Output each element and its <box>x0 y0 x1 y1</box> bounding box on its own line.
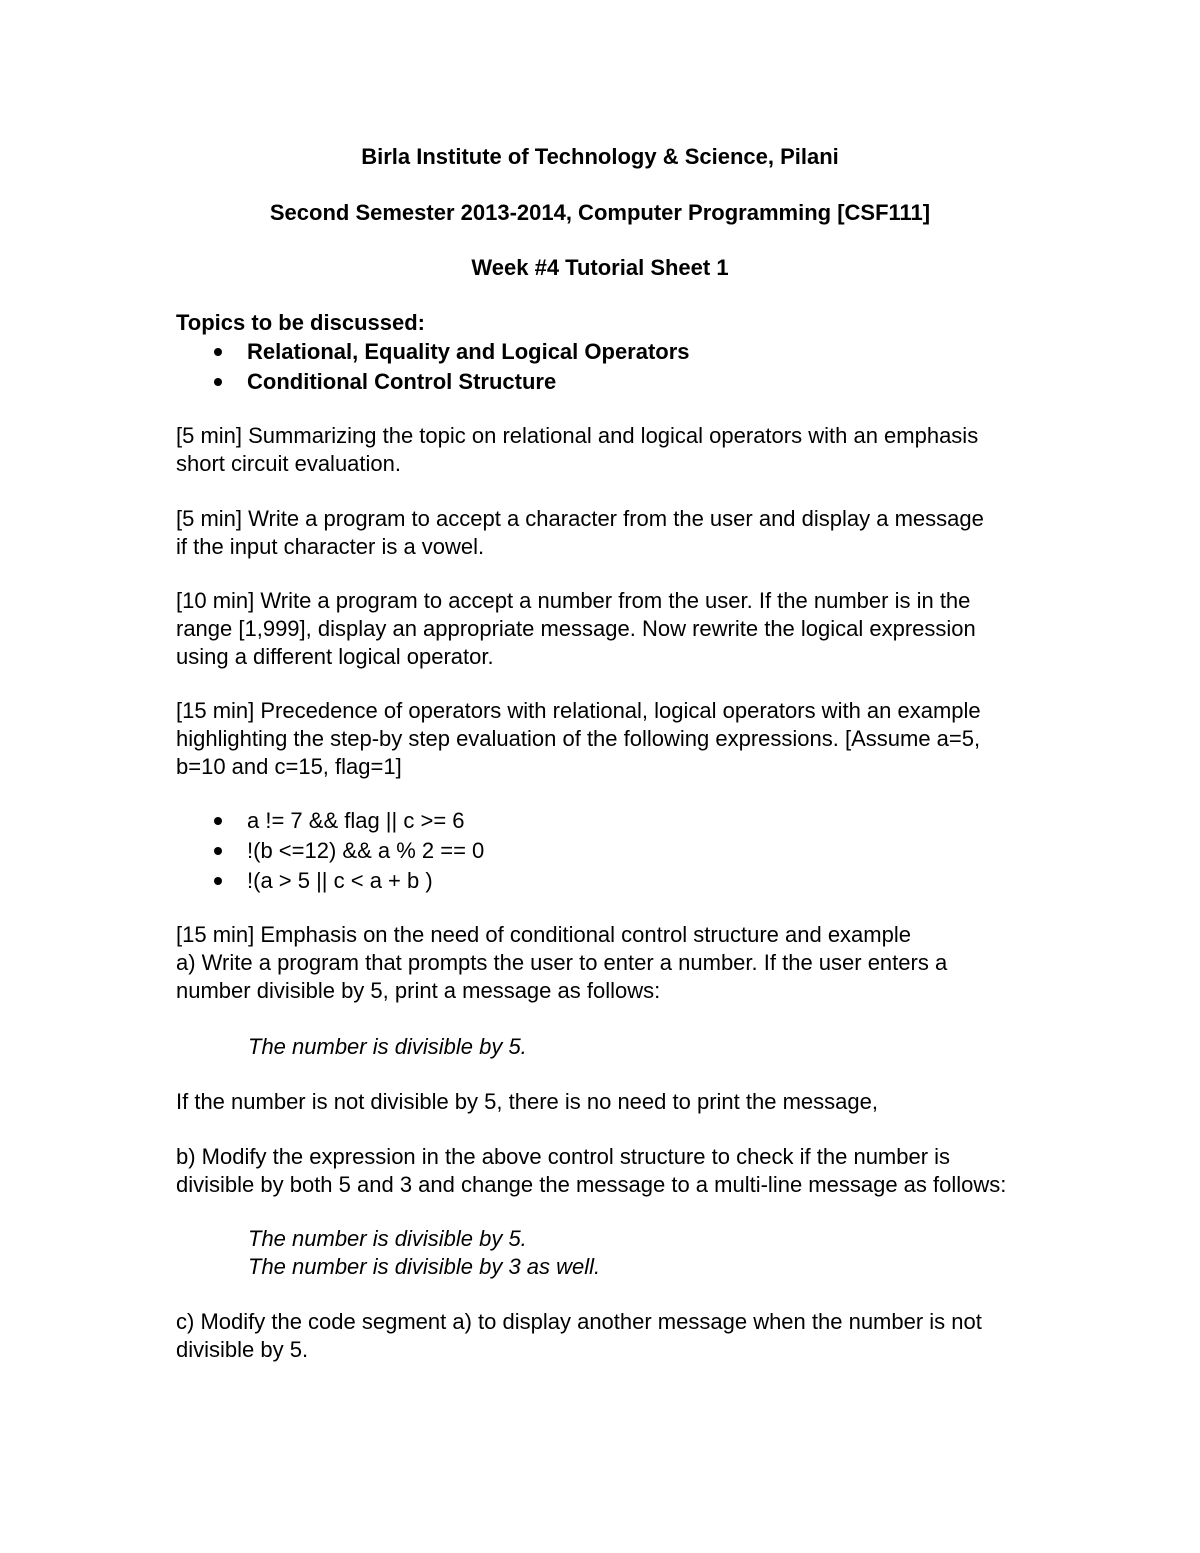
list-item: Conditional Control Structure <box>176 367 1036 397</box>
task-precedence: [15 min] Precedence of operators with relational, logical operators with an example highlighting the step-by step evaluation of the following expressions. [Assume a=5, b=10 and c=15, flag=1] <box>176 698 981 779</box>
message-example-a: The number is divisible by 5. <box>248 1034 527 1059</box>
bullet-icon <box>214 348 222 356</box>
bullet-icon <box>214 817 222 825</box>
topics-heading: Topics to be discussed: <box>176 310 425 335</box>
topics-section <box>176 309 1036 397</box>
task-range: [10 min] Write a program to accept a number from the user. If the number is in the range [1,999], display an appropriate message. Now rewrite the logical expression using a different logical operator. <box>176 588 976 669</box>
list-item: !(a > 5 || c < a + b ) <box>176 866 1036 896</box>
bullet-icon <box>214 877 222 885</box>
list-item: a != 7 && flag || c >= 6 <box>176 806 1036 836</box>
expressions-list <box>176 806 1036 896</box>
sheet-title: Week #4 Tutorial Sheet 1 <box>471 255 729 280</box>
control-intro: [15 min] Emphasis on the need of conditional control structure and example <box>176 922 911 947</box>
bullet-icon <box>214 378 222 386</box>
control-part-b: b) Modify the expression in the above control structure to check if the number is divisible by both 5 and 3 and change the message to a multi-line message as follows: <box>176 1144 1007 1197</box>
topics-list <box>176 337 1036 397</box>
list-item: !(b <=12) && a % 2 == 0 <box>176 836 1036 866</box>
task-vowel: [5 min] Write a program to accept a character from the user and display a message if the input character is a vowel. <box>176 506 984 559</box>
expressions-section <box>176 806 1036 896</box>
message-example-b: The number is divisible by 5. The number is divisible by 3 as well. <box>248 1226 601 1279</box>
control-part-c: c) Modify the code segment a) to display another message when the number is not divisible by 5. <box>176 1309 982 1362</box>
institute-title: Birla Institute of Technology & Science, Pilani <box>361 144 839 169</box>
list-item: Relational, Equality and Logical Operators <box>176 337 1036 367</box>
control-structure-section: [15 min] Emphasis on the need of conditional control structure and example a) Write a program that prompts the user to enter a number. If the user enters a number divisible by 5, print a message as follows: <box>176 921 1036 1005</box>
bullet-icon <box>214 847 222 855</box>
task-summary: [5 min] Summarizing the topic on relational and logical operators with an emphasis short circuit evaluation. <box>176 423 979 476</box>
control-note: If the number is not divisible by 5, there is no need to print the message, <box>176 1089 878 1114</box>
course-title: Second Semester 2013-2014, Computer Programming [CSF111] <box>269 200 931 225</box>
